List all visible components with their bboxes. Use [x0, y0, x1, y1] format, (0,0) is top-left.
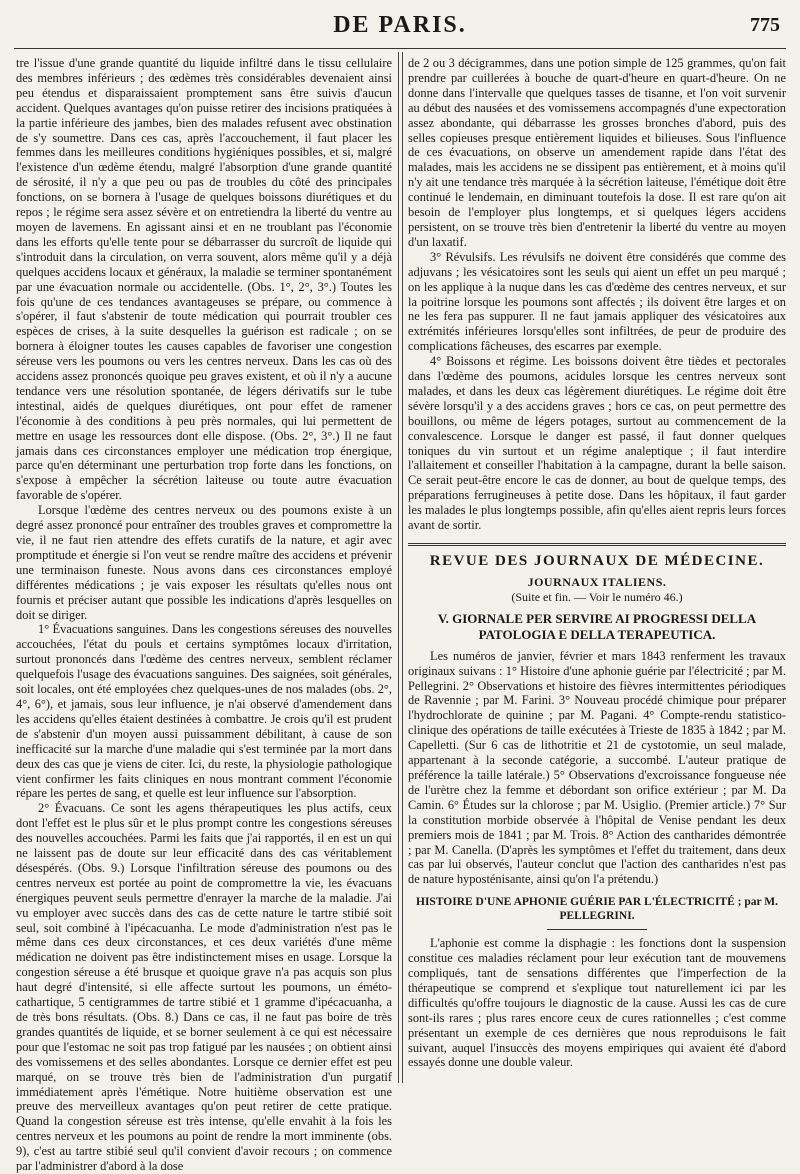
- article-title: HISTOIRE D'UNE APHONIE GUÉRIE PAR L'ÉLECTRICITÉ ; par M. PELLEGRINI.: [416, 896, 778, 923]
- running-head: [0, 8, 800, 44]
- subsection-title: JOURNAUX ITALIENS.: [527, 574, 667, 589]
- right-paragraph-5: L'aphonie est comme la disphagie : les fonctions dont la suspension constitue ces maladies réclament pour leur exécution tant de mouvemens compliqués, tant de sensations différentes que l'imperfection de la thérapeutique se comprend et s'explique tout naturellement ici par les difficultés qu'offre toujours le diagnostic de la cause. Aussi les cas de cure sont-ils rares ; plus rares encore ceux de cures rationnelles ; c'est comme présentant un exemple de ces dernières que nous reproduisons le fait suivant, auquel l'insuccès des moyens empiriques qui avaient été d'abord essayés donne une double valeur.: [408, 936, 786, 1070]
- left-paragraph-4: 2° Évacuans. Ce sont les agens thérapeutiques les plus actifs, ceux dont l'effet est le plus sûr et le plus prompt contre les congestions séreuses des nouvelles accouchées. Parmi les faits que j'ai rapportés, il en est un qui ne laissent pas de doute sur leur efficacité dans des cas véritablement désespérés. (Obs. 9.) Lorsque l'infiltration séreuse des poumons ou des centres nerveux est portée au point de compromettre la vie, les évacuans énergiques peuvent seuls permettre d'enrayer la marche de la maladie. J'ai vu employer avec succès dans des cas de cette nature le tartre stibié soit seul, soit combiné à l'ipécacuanha. Le mode d'administration n'est pas le même dans ces deux circonstances, et ces deux variétés d'une même médication ne doivent pas être indistinctement mises en usage. Lorsque la congestion séreuse a été brusque et quoique grave n'a pas acquis son plus haut degré d'intensité, si elle affecte surtout les poumons, un éméto-cathartique, 5 centigrammes de tartre stibié et 1 gramme d'ipécacuanha, a de très bons résultats. (Obs. 8.) Dans ce cas, il ne faut pas boire de très grandes quantités de liquide, et se borner seulement à ce qui est nécessaire pour que l'estomac ne soit pas trop fatigué par les nausées ; on obtient ainsi des vomissemens et des selles abondantes. Lorsque ce dernier effet est peu marqué, on se trouve très bien de l'administration d'un purgatif immédiatement après l'émétique. Notre huitième observation est une preuve des merveilleux avantages qu'on peut retirer de cette pratique. Quand la congestion séreuse est très intense, qu'elle envahit à la fois les centres nerveux et les poumons au point de rendre la mort imminente (obs. 9), c'est au tartre stibié seul qu'il convient d'avoir recours ; on commence par l'administrer d'abord à la dose: [16, 801, 392, 1174]
- left-paragraph-1: tre l'issue d'une grande quantité du liquide infiltré dans le tissu cellulaire des membres inférieurs ; des œdèmes très considérables devenaient ainsi peu étendus et disparaissaient promptement sans être suivis d'aucun accident. Quelques avantages qu'on puisse retirer des incisions pratiquées à la partie inférieure des jambes, bien des malades refusent avec obstination de s'y soumettre. Dans ces cas, après l'accouchement, il faut placer les femmes dans les meilleures conditions hygiéniques possibles, et si, malgré l'existence d'un œdème étendu, malgré l'absorption d'une grande quantité de sérosité, il n'y a que peu ou pas de troubles du côté des principales fonctions, on se bornera à l'usage de quelques boissons diurétiques et du repos ; le régime sera assez sévère et on entretiendra la liberté du ventre au moyen de lavemens. En agissant ainsi et en ne troublant pas l'économie dans les efforts qu'elle tente pour se débarrasser du surcroît de liquide qui s'introduit dans la circulation, on verra souvent, alors même qu'il y a déjà quelques accidens locaux et généraux, la maladie se terminer spontanément par une évacuation normale ou accidentelle. (Obs. 1°, 2°, 3°.) Toutes les fois qu'une de ces tendances avantageuses se prépare, ou commence à s'opérer, il faut s'abstenir de toute médication qui pourrait troubler ces espèces de crises, à la suite desquelles la guérison est radicale ; on se bornera à éloigner toutes les causes capables de favoriser une congestion séreuse vers les poumons ou vers les centres nerveux. Dans les cas où des accidens assez prononcés quoique peu graves existent, et où il n'y a aucune tendance vers une résolution spontanée, de légers dérivatifs sur le tube intestinal, aidés de quelques diurétiques, ont pour effet de ramener l'économie à des conditions à peu près normales, qui lui permettent de mettre en usage les ressources dont elle dispose. (Obs. 2°, 3°.) Il ne faut jamais dans ces circonstances employer une médication trop énergique, parce qu'en déterminant une perturbation trop forte dans les fonctions, on s'expose à empêcher la sécrétion laiteuse ou toute autre évacuation favorable de s'opérer.: [16, 56, 392, 503]
- right-paragraph-2: 3° Révulsifs. Les révulsifs ne doivent être considérés que comme des adjuvans ; les vésicatoires sont les seuls qui aient un effet un peu marqué ; on les applique à la nuque dans les cas d'œdème des centres nerveux, et sur la poitrine lorsque les poumons sont affectés ; ils doivent être larges et on ne les fera pas suppurer. Il ne faut jamais appliquer des vésicatoires aux extrémités inférieures lorsqu'elles sont infiltrées, de peur de produire des complications fâcheuses, des escarres par exemple.: [408, 249, 786, 354]
- right-paragraph-1: de 2 ou 3 décigrammes, dans une potion simple de 125 grammes, qu'on fait prendre par cuillerées à bouche de quart-d'heure en quart-d'heure. On ne donne dans l'intervalle que quelques tasses de tisanne, et l'on voit survenir au début des nausées et des vomissemens accompagnés d'une expectoration assez abondante, qui débarrasse les grosses bronches d'abord, puis des selles copieuses presque entièrement liquides et bilieuses. Sous l'influence de ces évacuations, on observe un amendement rapide dans l'état des malades, mais les accidens ne se dissipent pas entièrement, et à moins qu'il n'y ait une tendance très marquée à la sécrétion laiteuse, l'émétique doit être continué le lendemain, en diminuant toutefois la dose. Il est rare qu'on ait besoin de l'employer plus longtemps, et si quelques légers accidens persistent, on se trouve très bien d'entretenir la liberté du ventre au moyen d'un laxatif.: [408, 56, 786, 249]
- section-separator: [408, 543, 786, 546]
- right-paragraph-3: 4° Boissons et régime. Les boissons doivent être tièdes et pectorales dans l'œdème des poumons, acidules lorsque les centres nerveux sont malades, et dans les deux cas légèrement diurétiques. Le régime doit être sévère lorsqu'il y a des accidens graves ; hors ce cas, on peut permettre des bouillons, ou même de légers potages, surtout au commencement de la convalescence. Lorsque le danger est passé, il faut donner quelques toniques du vin surtout et un régime analeptique ; il faut interdire l'allaitement et conseiller l'habitation à la campagne, durant la belle saison. Ce serait peut-être encore le cas de donner, au bout de quelque temps, des préparations ferrugineuses à petite dose. Dans les hôpitaux, il faut garder les malades le plus longtemps possible, afin qu'elles aient repris leurs forces avant de sortir.: [408, 354, 786, 533]
- article-rule: [547, 929, 647, 930]
- subsection-note: (Suite et fin. — Voir le numéro 46.): [511, 589, 683, 604]
- left-paragraph-2: Lorsque l'œdème des centres nerveux ou des poumons existe à un degré assez prononcé pour entraîner des troubles graves et compromettre la vie, il ne faut rien attendre des effets curatifs de la nature, et agir avec promptitude et énergie si l'on veut se rendre maître des accidens et prévenir une terminaison funeste. Nous avons dans ces circonstances employé différentes médications ; je vais exposer les résultats qu'elles nous ont fournis et préciser autant que possible les indications d'après lesquelles on doit se diriger.: [16, 503, 392, 622]
- left-column: [16, 56, 392, 1174]
- journal-title: V. GIORNALE PER SERVIRE AI PROGRESSI DELLA PATOLOGIA E DELLA TERAPEUTICA.: [437, 610, 757, 642]
- column-divider: [398, 52, 399, 1083]
- page-number: 775: [750, 14, 780, 36]
- header-rule: [14, 48, 786, 49]
- right-column: [408, 56, 786, 1083]
- section-title: REVUE DES JOURNAUX DE MÉDECINE.: [429, 553, 765, 569]
- left-paragraph-3: 1° Évacuations sanguines. Dans les congestions séreuses des nouvelles accouchées, l'état du pouls et certains symptômes locaux d'irritation, surtout prononcés dans l'œdème des centres nerveux, semblent réclamer quelquefois l'usage des évacuations sanguines. Des saignées, soit générales, soit locales, ont été employées chez quelques-unes de nos malades (obs. 2°, 4°, 6°), et jamais, sous leur influence, je n'ai observé d'amendement dans les accidens qu'elles étaient destinées à combattre. Je crois qu'il est prudent de s'abstenir d'un moyen aussi puissamment débilitant, à cause de son inefficacité sur la marche d'une maladie qui s'est terminée par la mort dans deux des cas que je viens de citer. Ici, du reste, la physiologie pathologique vient confirmer les faits cliniques en nous montrant comment l'économie répare les pertes de sang, et quelle est leur influence sur l'absorption.: [16, 622, 392, 801]
- running-title: DE PARIS.: [333, 12, 467, 38]
- right-paragraph-4: Les numéros de janvier, février et mars 1843 renferment les travaux originaux suivans : 1° Histoire d'une aphonie guérie par l'électricité ; par M. Pellegrini. 2° Observations et histoire des fièvres intermittentes périodiques de Ravennie ; par M. Farini. 3° Nouveau procédé chimique pour préparer l'hydrochlorate de quinine ; par M. Pagani. 4° Compte-rendu statistico-clinique des opérations de taille exécutées à Trieste de 1835 à 1842 ; par M. Capelletti. (Sur 6 cas de lithotritie et 21 de cystotomie, un seul malade, appartenant à la seconde catégorie, a succombé. L'auteur pratique de préférence la taille latérale.) 5° Observations d'excroissance fongueuse née de l'urètre chez la femme et débordant son orifice extérieur ; par M. Da Camin. 6° Études sur la chlorose ; par M. Usiglio. (Premier article.) 7° Sur la constitution morbide observée à l'hôpital de Venise pendant les deux premiers mois de 1841 ; par M. Trois. 8° Action des cantharides démontrée ; par M. Canella. (D'après les symptômes et l'effet du traitement, dans deux cas par lui observés, l'auteur conclut que l'action des cantharides n'est pas de nature hyposténisante, ainsi qu'on l'a prétendu.): [408, 648, 786, 887]
